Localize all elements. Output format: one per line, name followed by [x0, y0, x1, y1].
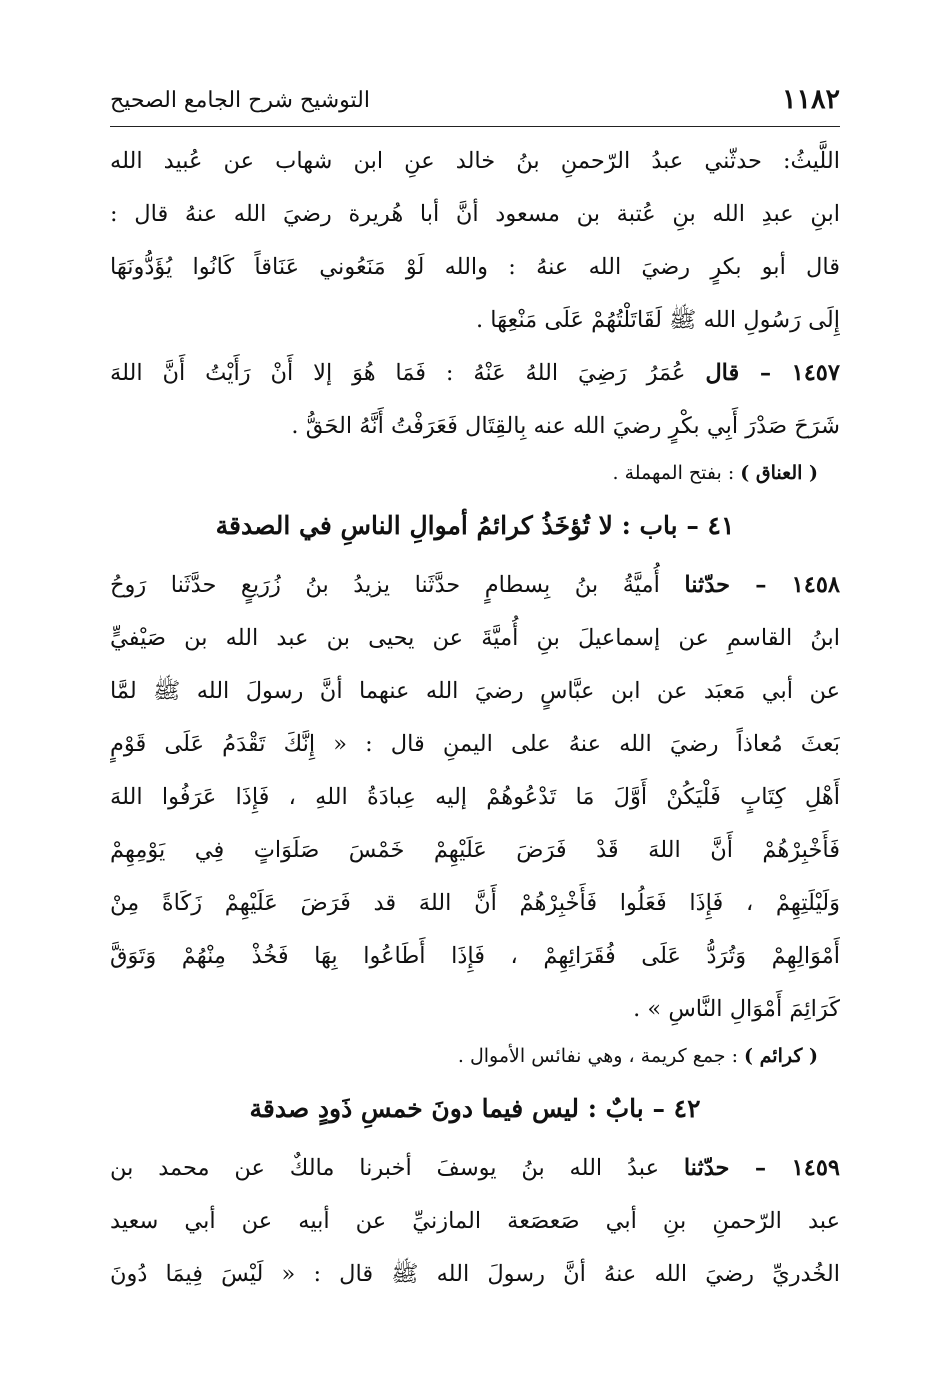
book-page	[110, 78, 840, 1301]
chapter-heading-41: ٤١ – باب : لا تُؤخَذُ كرائمُ أموالِ الناسِ في الصدقة	[215, 511, 735, 540]
text-line: قال أبو بكرٍ رضيَ الله عنهُ : والله لَوْ مَنَعُوني عَنَاقاً كَانُوا يُؤَدُّونَهَا	[110, 254, 840, 280]
hadith-text: عُمَرُ رَضِيَ اللهُ عَنْهُ : فَمَا هُوَ إلا أَنْ رَأَيْتُ أَنَّ اللهَ	[110, 360, 706, 386]
page-header	[110, 78, 840, 127]
text-line	[110, 347, 840, 400]
text-line: ابنُ القاسمِ عن إسماعيلَ بنِ أُميَّةَ عن يحيى بن عبد الله بن صَيْفيٍّ	[110, 625, 840, 651]
text-line: أَهْلِ كِتَابٍ فَلْيَكُنْ أَوَّلَ مَا تَدْعُوهُمْ إليه عِبادَةُ اللهِ ، فَإِذَا عَرَفُوا اللهَ	[110, 784, 840, 810]
text-line: أَمْوَالِهِمْ وَتُرَدُّ عَلَى فُقَرَائِهِمْ ، فَإِذَا أَطَاعُوا بِهَا فَخُذْ مِنْهُمْ وَتَوَقَّ	[110, 943, 840, 969]
note-text: : بفتح المهملة .	[612, 462, 741, 484]
text-line: شَرَحَ صَدْرَ أَبِي بكْرٍ رضيَ الله عنه بِالقِتَال فَعَرَفْتُ أَنَّهُ الحَقُّ .	[291, 413, 840, 439]
text-line: عبد الرّحمنِ بنِ أبي صَعصَعة المازنيِّ عن أبيه عن أبي سعيد	[110, 1208, 840, 1234]
hadith-1459	[110, 1142, 840, 1301]
hadith-1458	[110, 559, 840, 1036]
chapter-heading-42: ٤٢ – بابٌ : ليس فيما دونَ خمسِ ذَودٍ صدقة	[249, 1094, 701, 1123]
text-line: اللَّيثُ: حدثّني عبدُ الرّحمنِ بنُ خالد عنِ ابن شهاب عن عُبيد الله	[110, 148, 840, 174]
text-line: فَأَخْبِرْهُمْ أَنَّ اللهَ قَدْ فَرَضَ عَلَيْهِمْ خَمْسَ صَلَوَاتٍ فِي يَوْمِهِمْ	[110, 837, 840, 863]
hadith-text: أُميَّةُ بنُ بِسطامٍ حدَّثَنا يزيدُ بنُ زُرَيعٍ حدَّثَنا رَوحُ	[110, 572, 685, 598]
note-term: ( كرائم )	[744, 1045, 818, 1067]
note-term: ( العناق )	[740, 462, 818, 484]
text-line: عن أبي مَعبَد عن ابن عبَّاسٍ رضيَ الله عنهما أنَّ رسولَ الله ﷺ لمَّا	[110, 678, 840, 704]
footnote-karaim	[110, 1036, 840, 1076]
hadith-number: ١٤٥٨ – حدّثنا	[684, 572, 840, 598]
hadith-number: ١٤٥٧ – قال	[705, 360, 840, 386]
text-line: كَرَائِمَ أَمْوَالِ النَّاسِ » .	[633, 996, 840, 1022]
text-line	[110, 1142, 840, 1195]
text-line: إِلَى رَسُولِ الله ﷺ لَقَاتَلْتُهُمْ عَلَى مَنْعِهَا .	[475, 307, 840, 333]
text-block-continuation	[110, 135, 840, 347]
running-title: التوشيح شرح الجامع الصحيح	[110, 88, 370, 113]
hadith-text: عبدُ الله بنُ يوسفَ أخبرنا مالكٌ عن محمد بن	[110, 1155, 684, 1181]
text-line	[110, 559, 840, 612]
hadith-1457	[110, 347, 840, 453]
text-line: ابنِ عبدِ الله بنِ عُتبة بن مسعود أنَّ أبا هُريرة رضيَ الله عنهُ قال :	[110, 201, 840, 227]
note-text: : جمع كريمة ، وهي نفائس الأموال .	[457, 1045, 745, 1067]
footnote-anaq	[110, 453, 840, 493]
hadith-number: ١٤٥٩ – حدّثنا	[683, 1155, 840, 1181]
text-line: الخُدريِّ رضيَ الله عنهُ أنَّ رسولَ الله ﷺ قال : « لَيْسَ فِيمَا دُونَ	[110, 1261, 840, 1287]
text-line: بَعثَ مُعاذاً رضيَ الله عنهُ على اليمنِ قال : « إِنَّكَ تَقْدَمُ عَلَى قَوْمٍ	[110, 731, 840, 757]
page-number: ١١٨٢	[781, 84, 840, 115]
text-line: وَلَيْلَتِهِمْ ، فَإِذَا فَعَلُوا فَأَخْبِرْهُمْ أَنَّ اللهَ قد فَرَضَ عَلَيْهِمْ زَكَاةً مِنْ	[110, 890, 840, 916]
